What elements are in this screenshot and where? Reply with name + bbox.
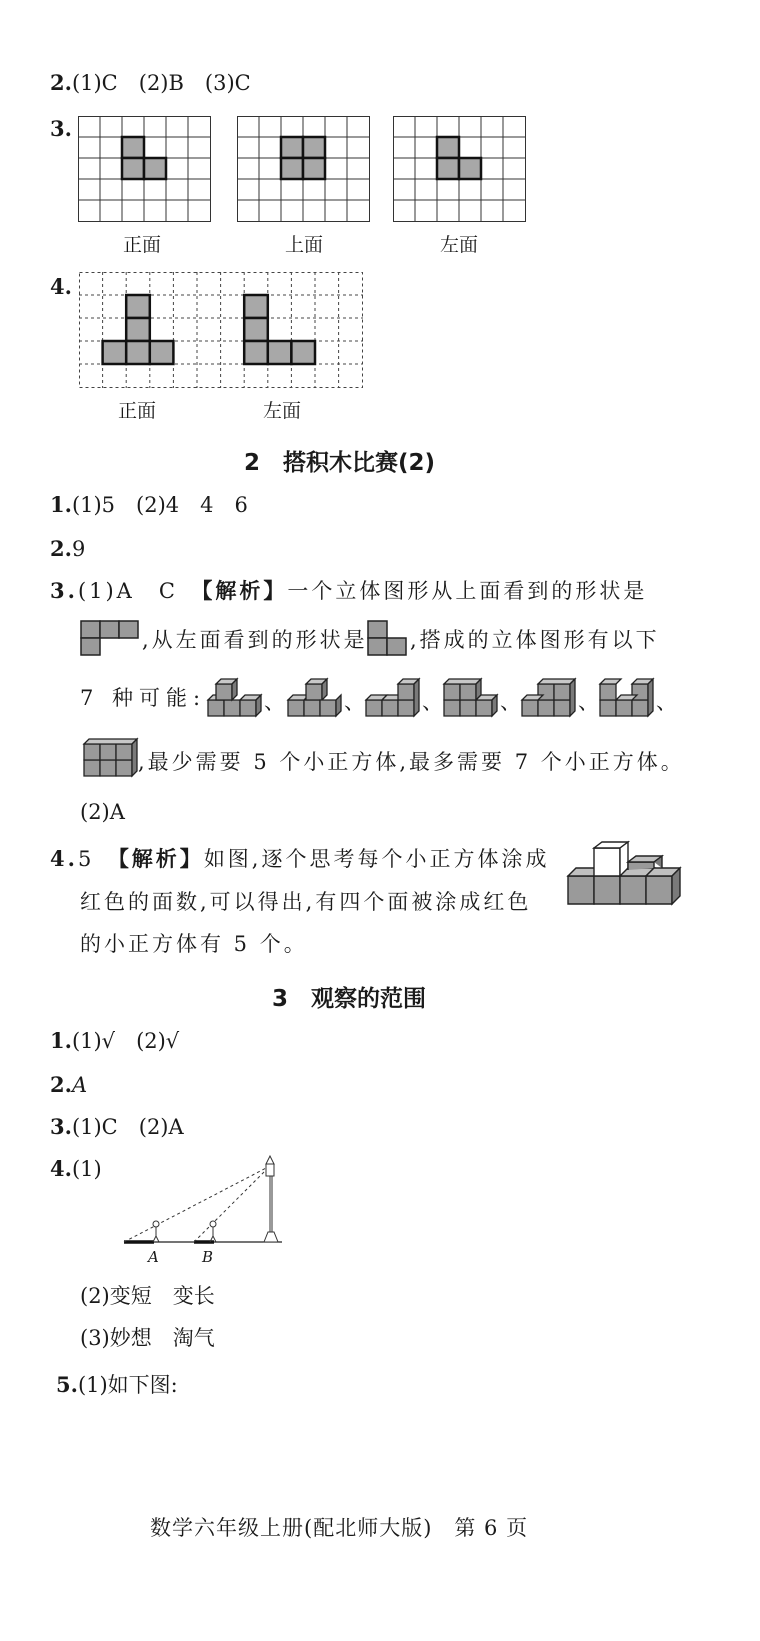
cell xyxy=(122,158,144,179)
cube-config-7-icon xyxy=(80,738,138,780)
s2-q4-text1: 如图,逐个思考每个小正方体涂成 xyxy=(203,847,550,871)
q3-number: 3. xyxy=(50,116,72,141)
top-view-grid xyxy=(237,116,371,224)
s3-q2-number: 2. xyxy=(50,1072,72,1097)
analysis-tag: 【解析】 xyxy=(201,578,288,603)
cell xyxy=(291,341,315,364)
s3-q4-part3: (3)妙想 淘气 xyxy=(80,1326,215,1350)
cell xyxy=(281,158,303,179)
s3-q4-part2: (2)变短 变长 xyxy=(80,1284,215,1308)
s3-q5-number: 5. xyxy=(56,1372,78,1397)
s2-q2-answer: 9 xyxy=(71,537,86,561)
cell xyxy=(281,137,303,158)
cell xyxy=(126,341,150,364)
q2-line xyxy=(50,72,251,94)
s2-q3-text2b: ,搭成的立体图形有以下 xyxy=(410,628,660,652)
s2-q1-answers: (1)5 (2)4 4 6 xyxy=(71,493,248,517)
cell xyxy=(437,137,459,158)
front-view-grid xyxy=(78,116,212,224)
page-footer: 数学六年级上册(配北师大版) 第 6 页 xyxy=(150,1516,529,1540)
s2-q3-text3: 7 种可能: xyxy=(80,686,207,710)
s2-q3-number: 3. xyxy=(50,578,78,603)
cube-config-2-icon xyxy=(284,678,342,720)
s3-q5-line xyxy=(56,1374,178,1396)
cell xyxy=(303,137,325,158)
cell xyxy=(126,318,150,341)
left-view-grid xyxy=(393,116,527,224)
point-b-label: B xyxy=(202,1248,214,1266)
cube-config-1-icon xyxy=(204,678,262,720)
cell xyxy=(459,158,481,179)
separator: 、 xyxy=(500,690,521,714)
s2-q3-line1 xyxy=(50,580,647,602)
section2-title: 2 搭积木比赛(2) xyxy=(244,450,436,476)
q4-label-front: 正面 xyxy=(118,400,157,422)
cell xyxy=(103,341,127,364)
s3-q4-number: 4. xyxy=(50,1156,72,1181)
label-front: 正面 xyxy=(123,234,162,256)
cell xyxy=(244,341,268,364)
s3-q4-line xyxy=(50,1158,102,1180)
q4-dashed-grid xyxy=(79,272,365,390)
cube-config-5-icon xyxy=(518,678,576,720)
s3-q2-answer: A xyxy=(71,1073,88,1097)
cell xyxy=(268,341,292,364)
s2-q4-text3: 的小正方体有 5 个。 xyxy=(80,932,308,956)
cell xyxy=(144,158,166,179)
separator: 、 xyxy=(264,690,285,714)
s2-q3-text2a: ,从左面看到的形状是 xyxy=(142,628,368,652)
label-top: 上面 xyxy=(285,234,324,256)
q2-answers: (1)C (2)B (3)C xyxy=(71,71,251,95)
left-view-shape-icon xyxy=(367,620,409,658)
s3-q2-line xyxy=(50,1074,87,1096)
s2-q2-line xyxy=(50,538,85,560)
cube-figure-icon xyxy=(565,842,690,910)
cell xyxy=(303,158,325,179)
s2-q3-text4: ,最少需要 5 个小正方体,最多需要 7 个小正方体。 xyxy=(138,750,685,774)
s2-q3-part2: (2)A xyxy=(80,800,125,824)
s3-q3-answers: (1)C (2)A xyxy=(71,1115,184,1139)
cube-config-3-icon xyxy=(362,678,420,720)
s2-q1-number: 1. xyxy=(50,492,72,517)
s3-q1-line xyxy=(50,1030,179,1052)
s3-q4-part1: (1) xyxy=(71,1157,102,1181)
cell xyxy=(122,137,144,158)
s2-q2-number: 2. xyxy=(50,536,72,561)
s2-q3-text1: 一个立体图形从上面看到的形状是 xyxy=(287,579,648,603)
s3-q1-number: 1. xyxy=(50,1028,72,1053)
s3-q1-answers: (1)√ (2)√ xyxy=(71,1029,180,1053)
q4-label-left: 左面 xyxy=(263,400,302,422)
cell xyxy=(126,295,150,318)
s3-q5-text: (1)如下图: xyxy=(77,1373,178,1397)
cell xyxy=(244,318,268,341)
separator: 、 xyxy=(422,690,443,714)
s2-q4-line1 xyxy=(50,848,550,870)
s3-q3-line xyxy=(50,1116,184,1138)
top-view-shape-icon xyxy=(80,620,140,658)
cube-config-6-icon xyxy=(596,678,654,720)
cell xyxy=(437,158,459,179)
separator: 、 xyxy=(656,690,677,714)
s3-q3-number: 3. xyxy=(50,1114,72,1139)
section3-title: 3 观察的范围 xyxy=(272,986,427,1012)
s2-q1-line xyxy=(50,494,248,516)
cell xyxy=(244,295,268,318)
q4-number: 4. xyxy=(50,274,72,299)
cube-config-4-icon xyxy=(440,678,498,720)
analysis-tag: 【解析】 xyxy=(118,846,204,871)
s2-q4-text2: 红色的面数,可以得出,有四个面被涂成红色 xyxy=(80,890,532,914)
s2-q4-answer: 5 xyxy=(77,847,95,871)
separator: 、 xyxy=(344,690,365,714)
s2-q4-number: 4. xyxy=(50,846,78,871)
label-left: 左面 xyxy=(440,234,479,256)
s2-q3-answer: (1)A C xyxy=(77,579,178,603)
point-a-label: A xyxy=(148,1248,159,1266)
cell xyxy=(150,341,174,364)
separator: 、 xyxy=(578,690,599,714)
q2-number: 2. xyxy=(50,70,72,95)
